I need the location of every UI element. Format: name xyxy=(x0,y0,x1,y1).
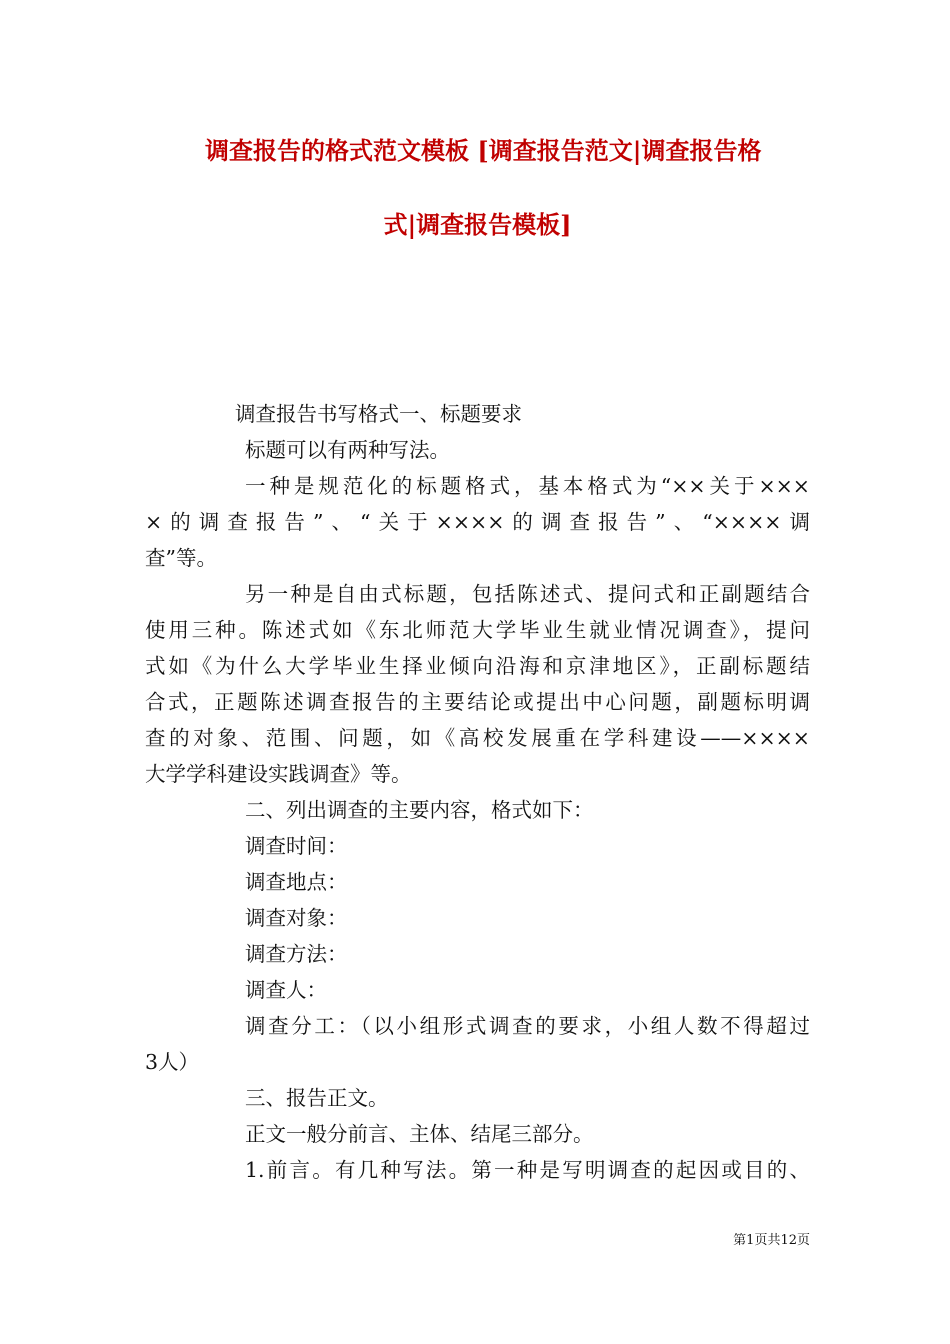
page-number-footer: 第1页共12页 xyxy=(733,1233,810,1248)
paragraph-line: ×的调查报告”、“关于××××的调查报告”、“××××调 xyxy=(145,510,810,534)
paragraph-line: 使用三种。陈述式如《东北师范大学毕业生就业情况调查》，提问 xyxy=(145,618,810,642)
field-label-time: 调查时间： xyxy=(245,834,348,858)
paragraph-line: 一种是规范化的标题格式，基本格式为“××关于××× xyxy=(245,474,810,498)
document-title-line-2: 式|调查报告模板] xyxy=(383,210,572,239)
paragraph-line: 另一种是自由式标题，包括陈述式、提问式和正副题结合 xyxy=(245,582,810,606)
document-body xyxy=(145,396,810,1188)
section-heading-main-contents: 二、列出调查的主要内容，格式如下： xyxy=(245,798,594,822)
paragraph-line: 大学学科建设实践调查》等。 xyxy=(145,762,412,786)
paragraph-line: 合式，正题陈述调查报告的主要结论或提出中心问题，副题标明调 xyxy=(145,690,810,714)
paragraph-line: 3人） xyxy=(145,1050,200,1074)
paragraph-line: 标题可以有两种写法。 xyxy=(245,438,450,462)
paragraph-line: 正文一般分前言、主体、结尾三部分。 xyxy=(245,1122,594,1146)
section-heading-title-requirements: 调查报告书写格式一、标题要求 xyxy=(235,402,522,426)
paragraph-line: 式如《为什么大学毕业生择业倾向沿海和京津地区》，正副标题结 xyxy=(145,654,810,678)
paragraph-line: 1.前言。有几种写法。第一种是写明调查的起因或目的、 xyxy=(245,1158,810,1182)
section-heading-report-body: 三、报告正文。 xyxy=(245,1086,389,1110)
field-label-subject: 调查对象： xyxy=(245,906,348,930)
paragraph-line: 查”等。 xyxy=(145,546,217,570)
field-label-location: 调查地点： xyxy=(245,870,348,894)
field-label-division: 调查分工：（以小组形式调查的要求，小组人数不得超过 xyxy=(245,1014,810,1038)
paragraph-line: 查的对象、范围、问题，如《高校发展重在学科建设——×××× xyxy=(145,726,810,750)
field-label-method: 调查方法： xyxy=(245,942,348,966)
field-label-investigator: 调查人： xyxy=(245,978,327,1002)
document-title-line-1: 调查报告的格式范文模板 [调查报告范文|调查报告格 xyxy=(205,136,762,165)
